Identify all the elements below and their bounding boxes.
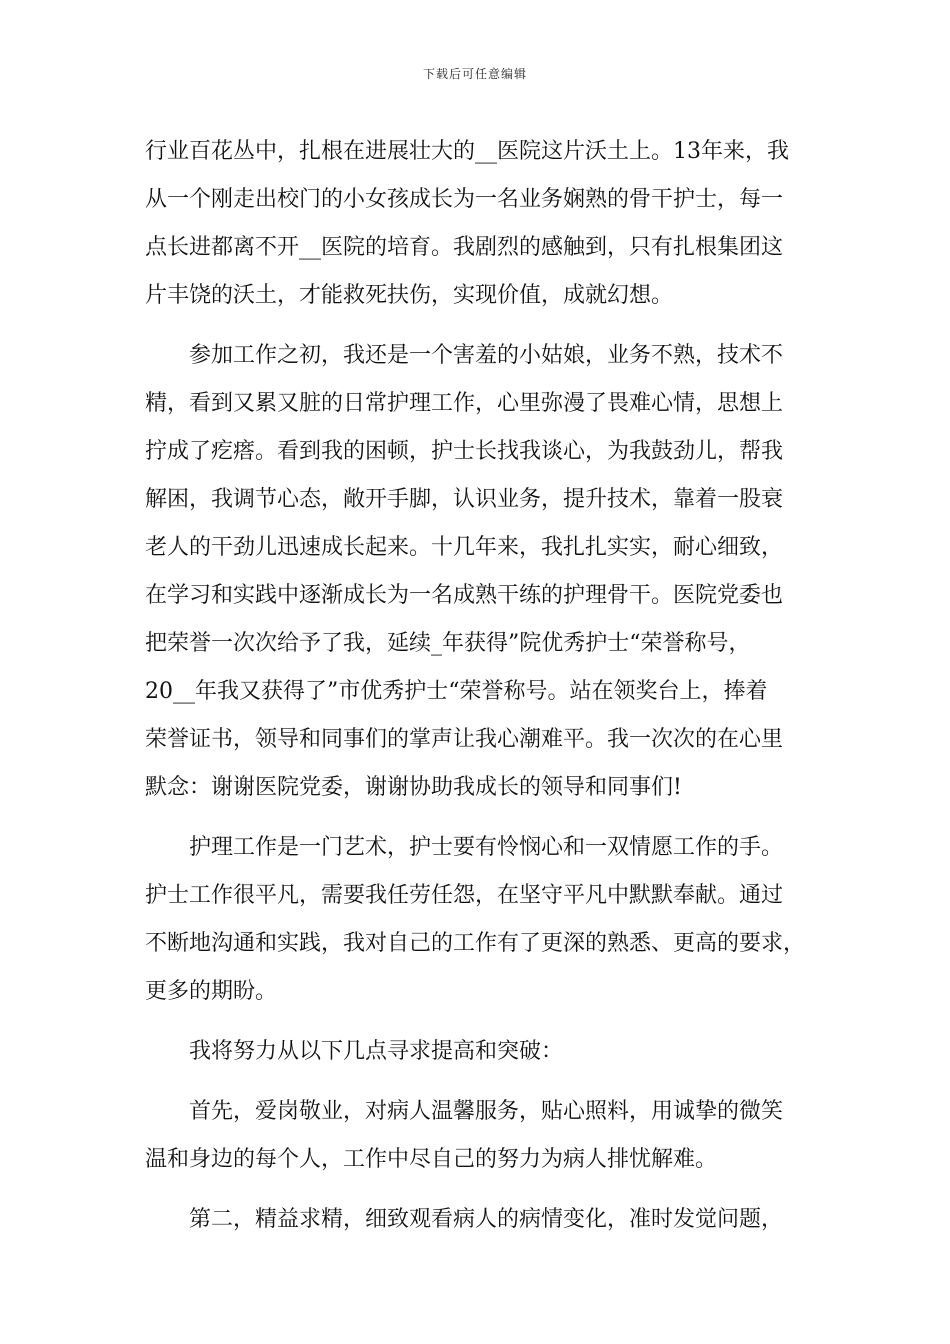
text-line: 首先，爱岗敬业，对病人温馨服务，贴心照料，用诚挚的微笑 [189,1099,784,1124]
text-line: 老人的干劲儿迅速成长起来。十几年来，我扎扎实实，耐心细致， [145,535,784,560]
text-line: 更多的期盼。 [145,979,278,1004]
paragraph-4 [145,1032,805,1080]
text-line: 拧成了疙瘩。看到我的困顿，护士长找我谈心，为我鼓劲儿，帮我 [145,439,784,464]
text-line: 片丰饶的沃土，才能救死扶伤，实现价值，成就幻想。 [145,283,674,308]
text-line: 不断地沟通和实践，我对自己的工作有了更深的熟悉、更高的要求， [145,931,805,956]
text-line: 从一个刚走出校门的小女孩成长为一名业务娴熟的骨干护士，每一 [145,187,784,212]
text-line: 护理工作是一门艺术，护士要有怜悯心和一双情愿工作的手。 [189,835,784,860]
text-line: 解困，我调节心态，敞开手脚，认识业务，提升技术，靠着一股衰 [145,487,784,512]
paragraph-3 [145,828,805,1020]
text-line: 默念：谢谢医院党委，谢谢协助我成长的领导和同事们! [145,775,682,800]
paragraph-6 [145,1200,805,1248]
paragraph-1 [145,132,805,324]
paragraph-2 [145,336,805,816]
document-body [145,132,805,1248]
text-line: 点长进都离不开__医院的培育。我剧烈的感触到，只有扎根集团这 [145,235,784,260]
paragraph-5 [145,1092,805,1188]
text-line: 20__年我又获得了”市优秀护士“荣誉称号。站在领奖台上，捧着 [145,679,768,704]
text-line: 荣誉证书，领导和同事们的掌声让我心潮难平。我一次次的在心里 [145,727,784,752]
text-line: 参加工作之初，我还是一个害羞的小姑娘，业务不熟，技术不 [189,343,784,368]
text-line: 精，看到又累又脏的日常护理工作，心里弥漫了畏难心情，思想上 [145,391,784,416]
page-header: 下载后可任意编辑 [422,67,527,81]
text-line: 我将努力从以下几点寻求提高和突破： [189,1039,564,1064]
text-line: 第二，精益求精，细致观看病人的病情变化，准时发觉问题， [189,1207,784,1232]
text-line: 行业百花丛中，扎根在进展壮大的__医院这片沃土上。13年来，我 [145,139,789,164]
text-line: 护士工作很平凡，需要我任劳任怨，在坚守平凡中默默奉献。通过 [145,883,784,908]
text-line: 温和身边的每个人，工作中尽自己的努力为病人排忧解难。 [145,1147,718,1172]
text-line: 在学习和实践中逐渐成长为一名成熟干练的护理骨干。医院党委也 [145,583,784,608]
text-line: 把荣誉一次次给予了我，延续_年获得”院优秀护士“荣誉称号， [145,631,751,656]
